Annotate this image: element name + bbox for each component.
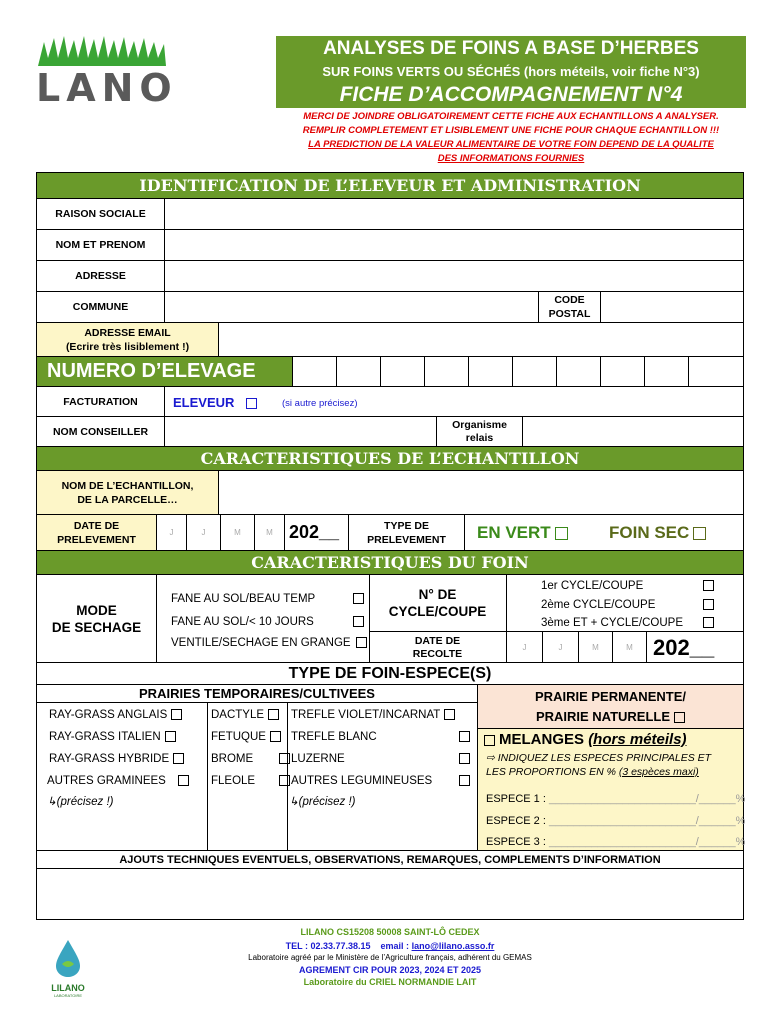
c3-label: 3ème ET + CYCLE/COUPE [541, 617, 683, 629]
arrow-icon: ↳ [289, 796, 299, 808]
row-foin [37, 574, 743, 662]
date-day-2[interactable]: J [187, 515, 221, 550]
lilano-logo-word: LILANO [51, 983, 85, 993]
trefle-blanc-label: TREFLE BLANC [291, 731, 377, 743]
label-mode-sechage [37, 575, 157, 662]
section-especes: TYPE DE FOIN-ESPECE(S) [37, 662, 743, 684]
label-adresse: ADRESSE [37, 261, 165, 291]
code-label-1: CODE [554, 294, 585, 306]
espece-fleole[interactable] [211, 775, 290, 787]
recolte-row [369, 631, 743, 663]
arrow-icon: ↳ [47, 796, 57, 808]
row-numero [37, 356, 743, 386]
ray-grass-italien-label: RAY-GRASS ITALIEN [49, 731, 161, 743]
s3-label: VENTILE/SECHAGE EN GRANGE [171, 637, 351, 649]
eleveur-label: ELEVEUR [173, 395, 235, 410]
label-prairie-permanente [477, 685, 743, 729]
sechage-option-2[interactable] [171, 616, 314, 628]
legumineuses-checkbox[interactable] [459, 775, 470, 786]
cycle-checkbox-2[interactable] [703, 599, 714, 610]
input-raison[interactable] [165, 199, 743, 229]
melanges-option[interactable] [484, 731, 687, 748]
autres-legumineuses-label: AUTRES LEGUMINEUSES [291, 775, 433, 787]
indiquez-text [486, 751, 711, 779]
input-ajouts[interactable] [37, 868, 743, 919]
espece-luzerne[interactable] [291, 753, 345, 765]
en-vert-label: EN VERT [477, 523, 551, 542]
cycle-option-2[interactable] [541, 599, 655, 611]
lilano-logo-sub: LABORATOIRE [53, 993, 83, 998]
label-email [37, 323, 219, 356]
espece-1-label: ESPECE 1 : [486, 793, 546, 805]
ray-grass-anglais-label: RAY-GRASS ANGLAIS [49, 709, 168, 721]
section-foin: CARACTERISTIQUES DU FOIN [37, 550, 743, 574]
warning-line: MERCI DE JOINDRE OBLIGATOIREMENT CETTE FICHE AUX ECHANTILLONS A ANALYSER. [303, 111, 719, 122]
row-facturation [37, 386, 743, 416]
checkbox[interactable] [165, 731, 176, 742]
note-text: (précisez !) [56, 796, 114, 808]
label-numero: NUMERO D’ELEVAGE [37, 357, 293, 386]
date-day-1[interactable]: J [157, 515, 187, 550]
note-text: (précisez !) [298, 796, 356, 808]
label-prairies-temporaires: PRAIRIES TEMPORAIRES/CULTIVEES [37, 685, 477, 703]
label-cycle [369, 575, 507, 631]
brome-label: BROME [211, 753, 254, 765]
espece-ray-grass-italien[interactable] [49, 731, 176, 743]
numero-digit[interactable] [337, 357, 381, 386]
input-nom-echantillon[interactable] [219, 471, 743, 514]
sechage-checkbox-1[interactable] [353, 593, 364, 604]
c1-label: 1er CYCLE/COUPE [541, 580, 644, 592]
espece-3-blank: ________________________/______% [548, 836, 746, 848]
espece-ray-grass-anglais[interactable] [49, 709, 182, 721]
checkbox[interactable] [178, 775, 189, 786]
cycle-label-1: N° DE [418, 587, 457, 602]
grass-icon [38, 36, 166, 66]
espece-autres-graminees[interactable] [47, 775, 189, 787]
sechage-checkbox-3[interactable] [356, 637, 367, 648]
footer-cir: AGREMENT CIR POUR 2023, 2024 ET 2025 [298, 965, 482, 975]
numero-digit[interactable] [557, 357, 601, 386]
footer-tel: TEL : 02.33.77.38.15 [285, 941, 371, 951]
numero-digit[interactable] [513, 357, 557, 386]
nom-ech-2: DE LA PARCELLE… [77, 493, 178, 506]
melanges-panel [477, 729, 746, 851]
row-prelevement [37, 514, 743, 550]
perm-label-2: PRAIRIE NATURELLE [535, 709, 671, 724]
section-echantillon: CARACTERISTIQUES DE L’ECHANTILLON [37, 446, 743, 470]
recolte-month-1[interactable]: M [579, 632, 613, 663]
label-facturation: FACTURATION [37, 387, 165, 416]
perm-label-1: PRAIRIE PERMANENTE/ [535, 689, 686, 704]
footer-criel: Laboratoire du CRIEL NORMANDIE LAIT [303, 977, 477, 987]
espece-2-blank: ________________________/______% [548, 815, 746, 827]
label-date-prelevement [37, 515, 157, 550]
recolte-month-2[interactable]: M [613, 632, 647, 663]
recolte-year[interactable]: 202__ [653, 634, 715, 660]
label-code-postal [539, 292, 601, 322]
mode-label-2: DE SECHAGE [51, 619, 142, 635]
s1-label: FANE AU SOL/BEAU TEMP [171, 593, 316, 605]
checkbox[interactable] [171, 709, 182, 720]
numero-digit[interactable] [381, 357, 425, 386]
numero-digit[interactable] [645, 357, 689, 386]
cycle-checkbox-1[interactable] [703, 580, 714, 591]
espece-2-label: ESPECE 2 : [486, 815, 546, 827]
lano-logo [28, 36, 178, 110]
footer-email-link[interactable]: lano@lilano.asso.fr [411, 941, 495, 951]
autre-note: (si autre précisez) [282, 398, 358, 409]
mode-label-1: MODE [76, 602, 117, 618]
row-commune [37, 291, 743, 322]
autres-graminees-label: AUTRES GRAMINEES [47, 775, 166, 787]
indiquez-line-1: INDIQUEZ LES ESPECES PRINCIPALES ET [497, 752, 712, 764]
maxi-note: (3 espèces maxi) [618, 766, 699, 778]
date-month-2[interactable]: M [255, 515, 285, 550]
melanges-label: MELANGES [499, 731, 585, 748]
s2-label: FANE AU SOL/< 10 JOURS [171, 616, 314, 628]
en-vert-option[interactable] [477, 523, 568, 543]
eleveur-checkbox[interactable] [246, 398, 257, 409]
checkbox[interactable] [279, 753, 290, 764]
numero-digit[interactable] [293, 357, 337, 386]
input-conseiller[interactable] [165, 417, 437, 446]
espece-fetuque[interactable] [211, 731, 281, 743]
recolte-label-2: RECOLTE [412, 647, 463, 660]
input-adresse[interactable] [165, 261, 743, 291]
label-nom-echantillon [37, 471, 219, 514]
footer-agreement: Laboratoire agréé par le Ministère de l’Agriculture français, adhérent du GEMAS [248, 953, 532, 962]
email-label-1: ADRESSE EMAIL [84, 326, 171, 339]
c2-label: 2ème CYCLE/COUPE [541, 599, 656, 611]
date-month-1[interactable]: M [221, 515, 255, 550]
espece-1-row[interactable] [486, 793, 745, 805]
foin-sec-option[interactable] [609, 523, 706, 543]
header-title: ANALYSES DE FOINS A BASE D’HERBES [276, 36, 746, 62]
note-legumineuses [289, 794, 356, 808]
row-raison [37, 198, 743, 229]
cycle-option-3[interactable] [541, 617, 683, 629]
input-commune[interactable] [165, 292, 539, 322]
eleveur-option[interactable] [173, 395, 257, 410]
warning-line: DES INFORMATIONS FOURNIES [437, 153, 585, 164]
type-prel-1: TYPE DE [384, 519, 429, 532]
fleole-label: FLEOLE [211, 775, 256, 787]
espece-3-row[interactable] [486, 836, 745, 848]
date-prel-2: PRELEVEMENT [57, 533, 136, 546]
espece-1-blank: ________________________/______% [548, 793, 746, 805]
code-label-2: POSTAL [548, 308, 591, 320]
sechage-option-3[interactable] [171, 637, 351, 649]
warning-text [276, 110, 746, 166]
row-conseiller [37, 416, 743, 446]
label-organisme [437, 417, 523, 446]
hors-meteils: (hors méteils) [588, 731, 687, 748]
recolte-label-1: DATE DE [414, 634, 461, 647]
input-code-postal[interactable] [601, 292, 743, 322]
trefle-blanc-checkbox[interactable] [459, 731, 470, 742]
header-subtitle: SUR FOINS VERTS OU SÉCHÉS (hors méteils, voir fiche N°3) [276, 62, 746, 82]
dactyle-label: DACTYLE [211, 709, 265, 721]
espece-trefle-blanc[interactable] [291, 731, 377, 743]
checkbox[interactable] [268, 709, 279, 720]
section-identification: IDENTIFICATION DE L’ELEVEUR ET ADMINISTRATION [37, 173, 743, 198]
sechage-option-1[interactable] [171, 593, 315, 605]
checkbox[interactable] [173, 753, 184, 764]
label-raison: RAISON SOCIALE [37, 199, 165, 229]
input-nom[interactable] [165, 230, 743, 260]
label-ajouts: AJOUTS TECHNIQUES EVENTUELS, OBSERVATIONS, REMARQUES, COMPLEMENTS D’INFORMATION [37, 850, 743, 868]
recolte-day-2[interactable]: J [543, 632, 579, 663]
row-email [37, 322, 743, 356]
foin-sec-label: FOIN SEC [609, 523, 690, 542]
org-label-2: relais [465, 431, 494, 444]
fetuque-label: FETUQUE [211, 731, 266, 743]
type-prel-2: PRELEVEMENT [367, 533, 446, 546]
label-commune: COMMUNE [37, 292, 165, 322]
indiquez-line-2: LES PROPORTIONS EN % [486, 766, 619, 778]
foin-sec-checkbox[interactable] [693, 527, 706, 540]
logo-word: LANO [36, 66, 178, 110]
date-year[interactable]: 202__ [285, 515, 349, 550]
header-fiche: FICHE D’ACCOMPAGNEMENT N°4 [276, 82, 746, 108]
divider [207, 703, 208, 851]
cycle-option-1[interactable] [541, 580, 643, 592]
sechage-checkbox-2[interactable] [353, 616, 364, 627]
note-graminees [47, 794, 114, 808]
espece-ray-grass-hybride[interactable] [49, 753, 184, 765]
checkbox[interactable] [270, 731, 281, 742]
espece-trefle-violet[interactable] [291, 709, 455, 721]
prairie-naturelle-checkbox[interactable] [674, 712, 685, 723]
espece-autres-legumineuses[interactable] [291, 775, 432, 787]
input-organisme[interactable] [523, 417, 743, 446]
espece-dactyle[interactable] [211, 709, 279, 721]
input-email[interactable] [219, 323, 743, 356]
label-nom: NOM ET PRENOM [37, 230, 165, 260]
arrow-right-icon: ⇨ [486, 752, 498, 764]
form [36, 172, 744, 920]
email-label-2: (Ecrire très lisiblement !) [65, 340, 190, 353]
date-prel-1: DATE DE [73, 519, 120, 532]
org-label-1: Organisme [452, 418, 507, 431]
espece-brome[interactable] [211, 753, 290, 765]
cycle-label-2: CYCLE/COUPE [388, 604, 487, 619]
melanges-checkbox[interactable] [484, 735, 495, 746]
label-conseiller: NOM CONSEILLER [37, 417, 165, 446]
luzerne-label: LUZERNE [291, 753, 345, 765]
checkbox[interactable] [279, 775, 290, 786]
espece-3-label: ESPECE 3 : [486, 836, 546, 848]
warning-line: LA PREDICTION DE LA VALEUR ALIMENTAIRE DE VOTRE FOIN DEPEND DE LA QUALITE [308, 139, 714, 150]
numero-digit[interactable] [425, 357, 469, 386]
recolte-day-1[interactable]: J [507, 632, 543, 663]
footer-email-label: email : [380, 941, 412, 951]
row-nom [37, 229, 743, 260]
numero-digit[interactable] [469, 357, 513, 386]
nom-ech-1: NOM DE L’ECHANTILLON, [61, 479, 194, 492]
luzerne-checkbox[interactable] [459, 753, 470, 764]
en-vert-checkbox[interactable] [555, 527, 568, 540]
checkbox[interactable] [444, 709, 455, 720]
row-especes [37, 684, 746, 850]
cycle-checkbox-3[interactable] [703, 617, 714, 628]
numero-digit[interactable] [601, 357, 645, 386]
trefle-violet-label: TREFLE VIOLET/INCARNAT [291, 709, 441, 721]
row-nom-echantillon [37, 470, 743, 514]
footer [36, 926, 744, 988]
label-recolte [369, 632, 507, 663]
label-type-prelevement [349, 515, 465, 550]
ray-grass-hybride-label: RAY-GRASS HYBRIDE [49, 753, 170, 765]
warning-line: REMPLIR COMPLETEMENT ET LISIBLEMENT UNE FICHE POUR CHAQUE ECHANTILLON !!! [302, 125, 720, 136]
footer-address: LILANO CS15208 50008 SAINT-LÔ CEDEX [300, 927, 480, 937]
row-adresse [37, 260, 743, 291]
espece-2-row[interactable] [486, 815, 745, 827]
